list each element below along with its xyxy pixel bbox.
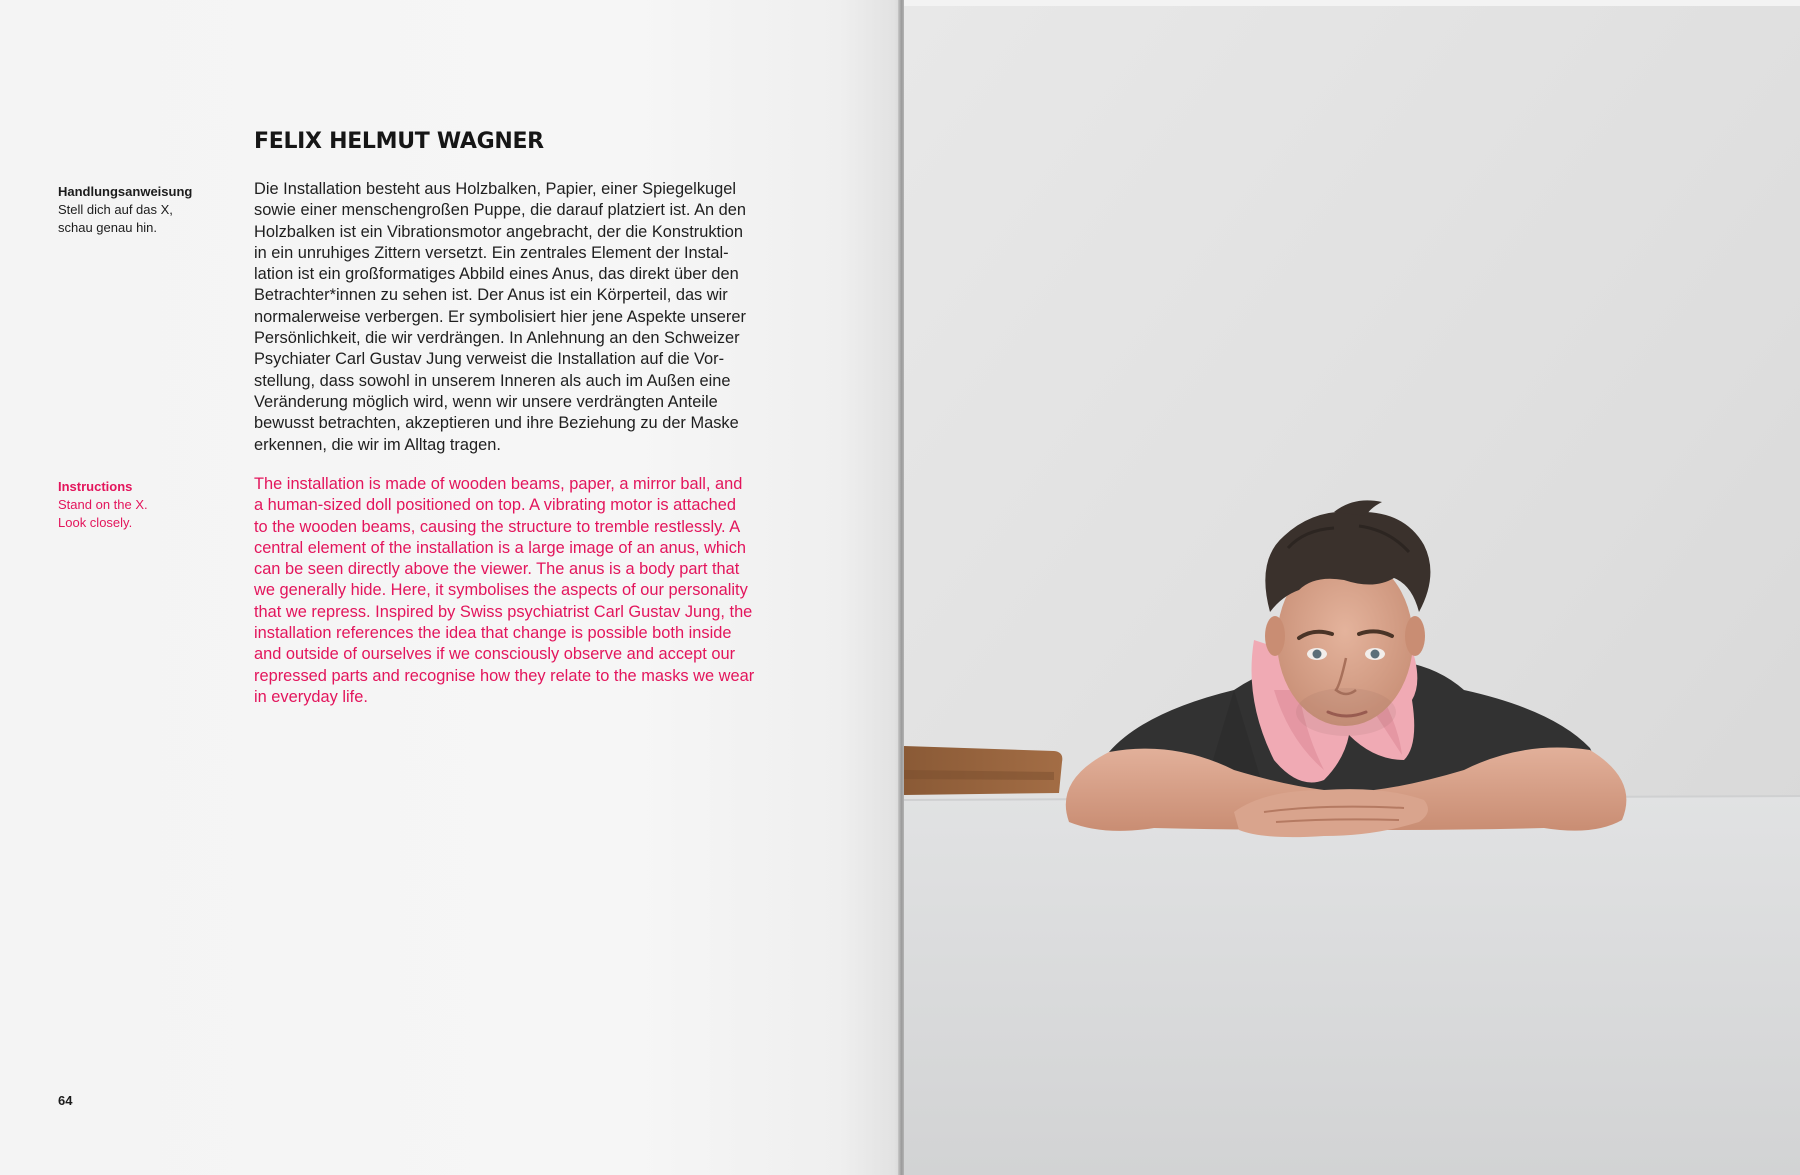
sidenote-line: Look closely. — [58, 515, 133, 530]
text-line: Betrachter*innen zu sehen ist. Der Anus ist ein Körperteil, das wir — [254, 286, 728, 305]
text-line: installation references the idea that change is possible both inside — [254, 624, 732, 643]
text-line: Persönlichkeit, die wir verdrängen. In Anlehnung an den Schweizer — [254, 329, 740, 348]
text-line: that we repress. Inspired by Swiss psychiatrist Carl Gustav Jung, the — [254, 602, 753, 621]
artist-name-heading: FELIX HELMUT WAGNER — [254, 129, 544, 154]
text-line: Die Installation besteht aus Holzbalken, Papier, einer Spiegelkugel — [254, 180, 737, 198]
text-line: Psychiater Carl Gustav Jung verweist die Installation auf die Vor- — [254, 350, 725, 369]
sidenote-instructions-de — [58, 183, 218, 237]
sidenote-line: Stell dich auf das X, — [58, 202, 173, 217]
sidenote-line: schau genau hin. — [58, 220, 158, 235]
sidenote-instructions-en — [58, 478, 218, 532]
page-number: 64 — [58, 1093, 73, 1108]
text-line: can be seen directly above the viewer. The anus is a body part that — [254, 560, 740, 579]
text-line: Holzbalken ist ein Vibrationsmotor angebracht, der die Konstruktion — [254, 222, 743, 241]
text-line: lation ist ein großformatiges Abbild eines Anus, das direkt über den — [254, 265, 739, 284]
sidenote-line: Stand on the X. — [58, 497, 148, 512]
text-line: to the wooden beams, causing the structure to tremble restlessly. A — [254, 517, 741, 536]
text-line: stellung, dass sowohl in unserem Inneren als auch im Außen eine — [254, 371, 731, 390]
text-line: normalerweise verbergen. Er symbolisiert hier jene Aspekte unserer — [254, 307, 746, 326]
body-text-german — [254, 179, 774, 456]
sidenote-title-en: Instructions — [58, 479, 133, 494]
text-line: in ein unruhiges Zittern versetzt. Ein zentrales Element der Instal- — [254, 243, 729, 262]
text-line: erkennen, die wir im Alltag tragen. — [254, 435, 501, 454]
text-line: and outside of ourselves if we consciously observe and accept our — [254, 645, 736, 664]
text-line: a human-sized doll positioned on top. A vibrating motor is attached — [254, 496, 736, 515]
text-line: sowie einer menschengroßen Puppe, die darauf platziert ist. An den — [254, 201, 747, 220]
text-line: repressed parts and recognise how they relate to the masks we wear — [254, 666, 755, 685]
artist-portrait-photo — [904, 0, 1800, 1175]
text-line: in everyday life. — [254, 687, 368, 706]
text-line: central element of the installation is a large image of an anus, which — [254, 538, 746, 557]
text-line: bewusst betrachten, akzeptieren und ihre Beziehung zu der Maske — [254, 414, 739, 433]
text-line: The installation is made of wooden beams, paper, a mirror ball, and — [254, 475, 743, 493]
right-page — [904, 0, 1800, 1175]
text-line: we generally hide. Here, it symbolises the aspects of our personality — [254, 581, 748, 600]
text-line: Veränderung möglich wird, wenn wir unsere verdrängten Anteile — [254, 392, 718, 411]
sidenote-title-de: Handlungsanweisung — [58, 184, 193, 199]
body-text-english — [254, 474, 774, 708]
